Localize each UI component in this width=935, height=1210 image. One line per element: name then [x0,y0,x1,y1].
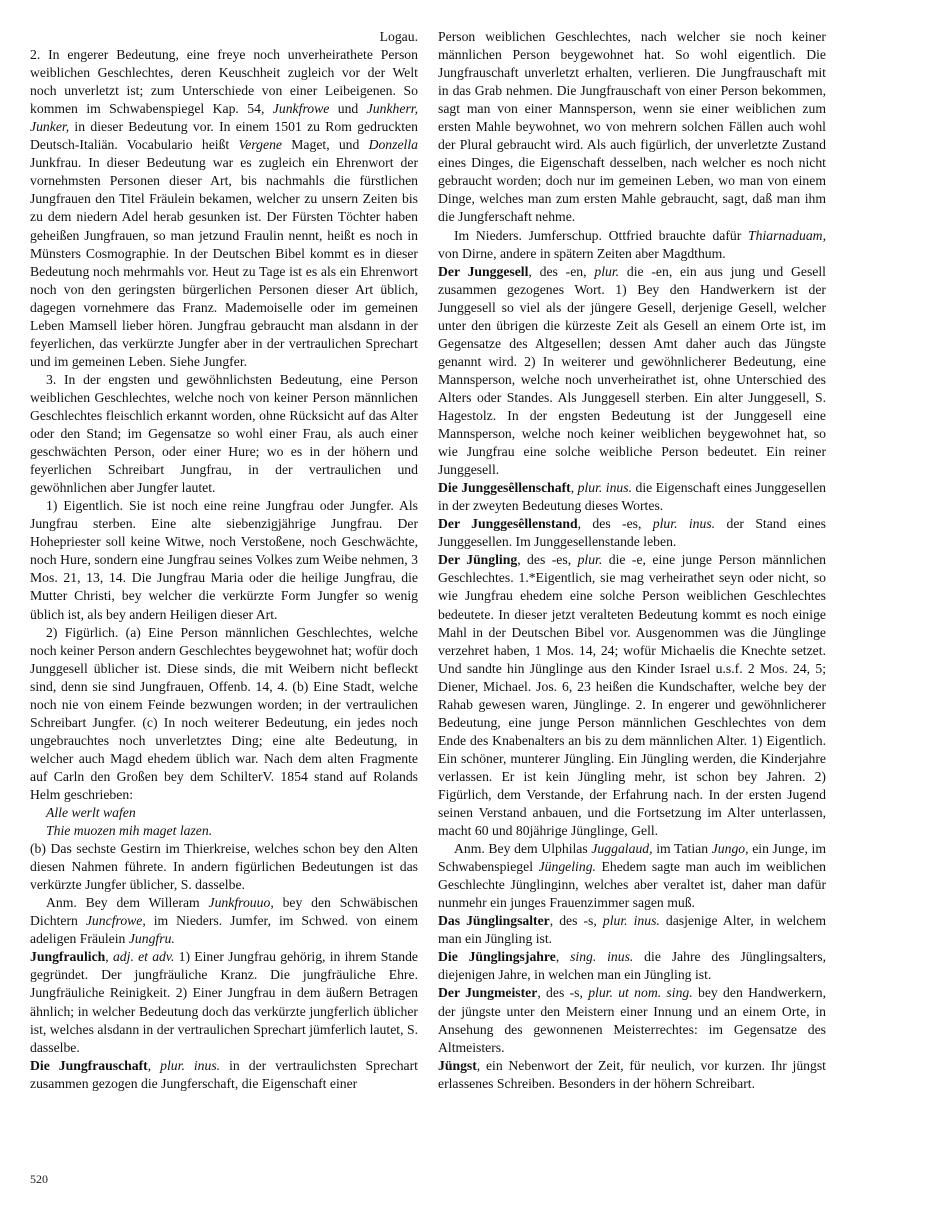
paragraph-sense-2: 2. In engerer Bedeutung, eine freye noch unverheirathete Person weiblichen Geschlechtes, deren Keuschheit zugleich vor der Welt noch unverletzt ist; zum Unterschiede von einer Leibeigenen. So kommen im Schwabenspiegel Kap. 54, Junkfrowe und Junkherr, Junker, in dieser Bedeutung vor. In einem 1501 zu Rom gedruckten Deutsch-Italiän. Vocabulario heißt Vergene Maget, und Donzella Junkfrau. In dieser Bedeutung war es zugleich ein Ehrenwort der vornehmsten Personen dieser Art, bis nachmahls die fürstlichen Jungfrauen den Titel Fräulein bekamen, welcher zu unsern Zeiten bis zu dem niedern Adel herab gesunken ist. Der Fürsten Töchter haben geheißen Jungfrauen, so man jetzund Fraulin nennt, heißt es noch in Münsters Cosmographie. In der Deutschen Bibel kommt es in dieser Bedeutung noch mehrmahls vor. Heut zu Tage ist es als ein Ehrenwort noch von den geringsten bürgerlichen Personen dieser Art üblich, dagegen vornehmere das Franz. Mademoiselle oder im gemeinen Leben Mamsell lieber hören. Jungfrau gebraucht man alsdann in der feyerlichen, das verkürzte Jungfer aber in der vertraulichen Sprechart und im gemeinen Leben. Siehe Jungfer. [30,47,419,369]
paragraph-note: Im Nieders. Jumferschup. Ottfried brauchte dafür Thiarnaduam, von Dirne, andere in spätern Zeiten aber Magdthum. [438,227,826,261]
paragraph-continued: Person weiblichen Geschlechtes, nach welcher sie noch keiner männlichen Person beygewohnet hat. So wohl eigentlich. Die Jungfrauschaft unverletzt erhalten, verlieren. Die Jungfrauschaft mit in das Grab nehmen. Die Jungfrauschaft von einer Person bekommen, sagt man von einer Mannsperson, wenn sie einer weiblichen zum ersten Mahle beywohnet, wo von mehrern solchen Fällen auch wohl der Plural gebraucht wird. Als auch figürlich, der unverletzte Zustand eines Dinges, die Eigenschaft desselben, nach welcher es noch nicht gebraucht worden; doch nur im gemeinen Leben, wo man von einem Dinge, welches man zum ersten Mahle gebraucht, sagt, daß man ihm die Jungferschaft nehme. [438,29,826,225]
left-column [30,28,418,1093]
verse-line-2: Thie muozen mih maget lazen. [46,823,213,839]
entry-juengst: Jüngst, ein Nebenwort der Zeit, für neulich, vor kurzen. Ihr jüngst erlassenes Schreiben. Besonders in der höhern Schreibart. [438,1057,826,1091]
running-word: Logau. [379,29,418,44]
headword: Der Junggesell [438,263,529,279]
headword: Jüngst [438,1057,477,1073]
entry-juenglingsalter: Das Jünglingsalter, des -s, plur. inus. dasjenige Alter, in welchem man ein Jüngling ist. [438,913,826,947]
paragraph-constellation: (b) Das sechste Gestirn im Thierkreise, welches schon bey den Alten diesen Nahmen führete. In andern figürlichen Bedeutungen ist das verkürzte Jungfer üblicher, S. dasselbe. [30,841,418,893]
entry-junggesell: Der Junggesell, des -en, plur. die -en, ein aus jung und Gesell zusammen gezogenes Wort. 1) Bey den Handwerkern ist der Junggesell so viel als der jüngere Gesell, derjenige Gesell, welcher unter den übrigen die kürzeste Zeit als Gesell an einem Orte ist, im Gegensatze des Altgesellen; dessen Amt daher auch das Jüngste genannt wird. 2) In weiterer und gewöhnlicherer Bedeutung, eine Mannsperson, welche noch unverheirathet ist, ohne Unterschied des Alters oder Standes. Als Junggesell sterben. Ein alter Junggesell, S. Hagestolz. In der engsten Bedeutung ist der Junggesell eine Mannsperson, welche noch keiner weiblichen beygewohnet hat, so wie Jungfrau eine solche weibliche Person bedeutet. Ein reiner Junggesell. [438,263,826,478]
entry-jungfraulich: Jungfraulich, adj. et adv. 1) Einer Jungfrau gehörig, in ihrem Stande gegründet. Der jungfräuliche Kranz. Die jungfräuliche Ehre. Jungfräuliche Reinigkeit. 2) Einer Jungfrau in dem äußern Betragen ähnlich; in welcher Bedeutung doch das verkürzte jungferlich üblicher ist, welches alsdann in der vertraulichen Sprechart jümferlich lautet, S. dasselbe. [30,949,418,1055]
headword: Jungfraulich [30,949,106,965]
entry-juenglingsjahre: Die Jünglingsjahre, sing. inus. die Jahre des Jünglingsalters, diejenigen Jahre, in welchen man ein Jüngling ist. [438,949,827,983]
entry-jungfrauschaft: Die Jungfrauschaft, plur. inus. in der vertraulichsten Sprechart zusammen gezogen die Jungferschaft, die Eigenschaft einer [30,1057,418,1091]
headword: Die Jünglingsjahre [438,949,556,965]
headword: Der Jungmeister [438,985,538,1001]
entry-junggesellenstand: Der Junggesêllenstand, des -es, plur. inus. der Stand eines Junggesellen. Im Junggesellenstande leben. [438,516,826,550]
paragraph-note: Anm. Bey dem Willeram Junkfrouuo, bey den Schwäbischen Dichtern Juncfrowe, im Nieders. Jumfer, im Schwed. von einem adeligen Fräulein Jungfru. [30,895,419,947]
paragraph-note: Anm. Bey dem Ulphilas Juggalaud, im Tatian Jungo, ein Junge, im Schwabenspiegel Jüngeling. Ehedem sagte man auch im weiblichen Geschlechte Jünglinginn, welches aber veraltet ist, daher man dafür nunmehr ein junges Frauenzimmer sagen muß. [438,841,827,911]
paragraph-literal: 1) Eigentlich. Sie ist noch eine reine Jungfrau oder Jungfer. Als Jungfrau sterben. Eine alte siebenzigjährige Jungfrau. Der Hohepriester soll keine Witwe, noch Verstoßene, noch Geschwächte, noch Hure, sondern eine Jungfrau seines Volkes zum Weibe nehmen, 3 Mos. 21, 13, 14. Die Jungfrau Maria oder die heilige Jungfrau, die Mutter Christi, bey welcher die verkürzte Form Jungfer so wenig üblich ist, als bey andern Heiligen dieser Art. [30,498,418,622]
entry-jungmeister: Der Jungmeister, des -s, plur. ut nom. sing. bey den Handwerkern, der jüngste unter den Meistern einer Innung und an einem Orte, in Ansehung des gewonnenen Meisterrechtes: im Gegensatze des Altmeisters. [438,985,827,1055]
paragraph-figurative: 2) Figürlich. (a) Eine Person männlichen Geschlechtes, welche noch keiner Person andern Geschlechtes beygewohnet hat; wofür doch Junggesell üblicher ist. Diese sinds, die mit Weibern nicht befleckt sind, denn sie sind Jungfrauen, Offenb. 14, 4. (b) Eine Stadt, welche noch nie von einem Feinde bezwungen worden; in der vertraulichen Schreibart Jungfer. (c) In noch weiterer Bedeutung, ein jedes noch ungebrauchtes noch unverletztes Ding; eine alte Bedeutung, in welcher auch Magd ehedem üblich war. Nach dem alten Fragmente auf Carln den Großen bey dem SchilterV. 1854 stand auf Rolands Helm geschrieben: [30,624,418,802]
headword: Das Jünglingsalter [438,913,550,929]
entry-junggesellenschaft: Die Junggesêllenschaft, plur. inus. die Eigenschaft eines Junggesellen in der zweyten Bedeutung dieses Wortes. [438,480,826,514]
headword: Der Jüngling [438,552,518,568]
headword: Die Junggesêllenschaft [438,480,571,496]
page-number: 520 [30,1172,48,1186]
entry-juengling: Der Jüngling, des -es, plur. die -e, eine junge Person männlichen Geschlechtes. 1.*Eigentlich, sie mag verheirathet seyn oder nicht, so wie Jungfrau ehedem eine solche Person weiblichen Geschlechtes bedeutete. In dieser jetzt veralteten Bedeutung kommt es noch einige Mahl in der Deutschen Bibel vor. Ausgenommen was die Jünglinge verzehret haben, 1 Mos. 14, 24; wofür Michaelis die Knechte setzet. Und sandte hin Jünglinge aus den Kinder Israel u.s.f. 2 Mos. 24, 5; Diener, Michael. Jos. 6, 23 heißen die Kundschafter, welche bey der Rahab gewesen waren, Jünglinge. 2. In engerer und gewöhnlicherer Bedeutung, eine junge Person männlichen Geschlechtes von dem Ende des Knabenalters an bis zu dem männlichen Alter. 1) Eigentlich. Ein schöner, munterer Jüngling. Ein Jüngling werden, die Kinderjahre verlassen. Er ist kein Jüngling mehr, ist schon bey Jahren. 2) Figürlich, dem Verstande, der Erfahrung nach. In der ersten Jugend seinen Verstand anbauen, und die Fortsetzung im Alter unterlassen, macht 60 und 80jährige Jünglinge, Gell. [438,552,826,839]
right-column [438,28,826,1093]
paragraph-sense-3: 3. In der engsten und gewöhnlichsten Bedeutung, eine Person weiblichen Geschlechtes, welche noch von keiner Person männlichen Geschlechtes fleischlich erkannt worden, ohne Rücksicht auf das Alter oder den Stand; im Gegensatze so wohl einer Frau, als auch einer geschwächten Person, oder einer Hure; wo es in der höhern und feyerlichen Schreibart Jungfrau, in der vertraulichen und gewöhnlichen aber Jungfer lautet. [30,371,418,496]
headword: Die Jungfrauschaft [30,1057,148,1073]
headword: Der Junggesêllenstand [438,516,578,532]
verse-line-1: Alle werlt wafen [46,805,136,821]
